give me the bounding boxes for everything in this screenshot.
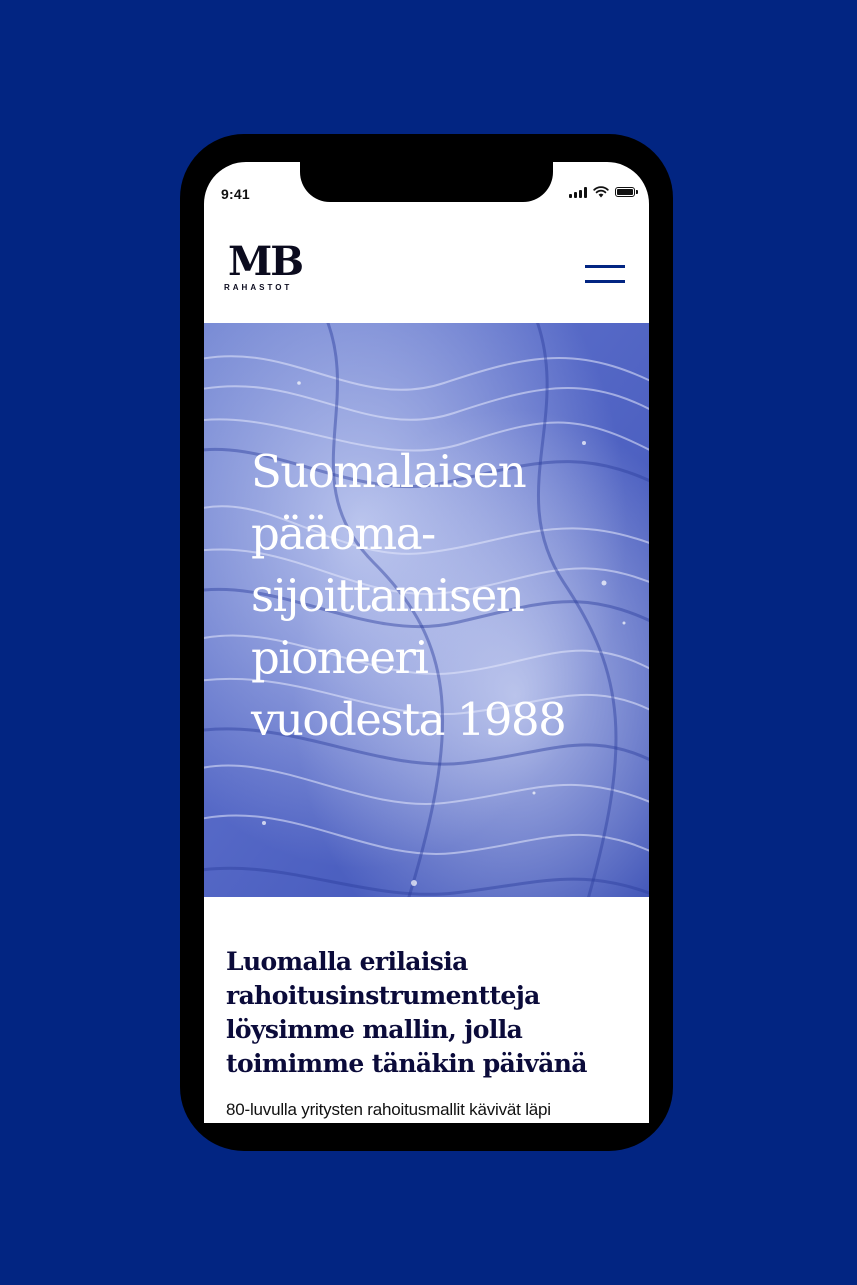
phone-notch bbox=[300, 162, 553, 202]
logo-sub-text: RAHASTOT bbox=[224, 283, 293, 292]
phone-frame bbox=[180, 134, 673, 1151]
content-heading-line: Luomalla erilaisia bbox=[226, 947, 468, 976]
status-icons bbox=[569, 186, 635, 198]
hero-title-line: Suomalaisen bbox=[251, 445, 526, 498]
content-heading-line: löysimme mallin, jolla bbox=[226, 1015, 523, 1044]
hero-title-line: sijoittamisen bbox=[251, 569, 524, 622]
battery-icon bbox=[615, 187, 635, 197]
hero-title bbox=[251, 441, 631, 751]
status-time: 9:41 bbox=[221, 186, 250, 202]
signal-icon bbox=[569, 187, 587, 198]
hero-title-line: pioneeri bbox=[251, 631, 428, 684]
content-heading-line: toimimme tänäkin päivänä bbox=[226, 1049, 587, 1078]
phone-screen bbox=[204, 162, 649, 1123]
logo-main-text: MB bbox=[228, 238, 303, 285]
content-heading-line: rahoitusinstrumentteja bbox=[226, 981, 540, 1010]
content-section bbox=[204, 897, 649, 1123]
content-paragraph: 80-luvulla yritysten rahoitusmallit kävivät läpi bbox=[226, 1100, 551, 1119]
mb-rahastot-logo[interactable] bbox=[224, 238, 314, 292]
hamburger-menu-icon[interactable] bbox=[583, 262, 627, 286]
hero-section bbox=[204, 323, 649, 897]
hero-title-line: pääoma- bbox=[251, 507, 435, 560]
content-heading bbox=[226, 945, 636, 1081]
wifi-icon bbox=[593, 186, 609, 198]
hero-title-line: vuodesta 1988 bbox=[251, 693, 566, 746]
site-header bbox=[204, 222, 649, 322]
